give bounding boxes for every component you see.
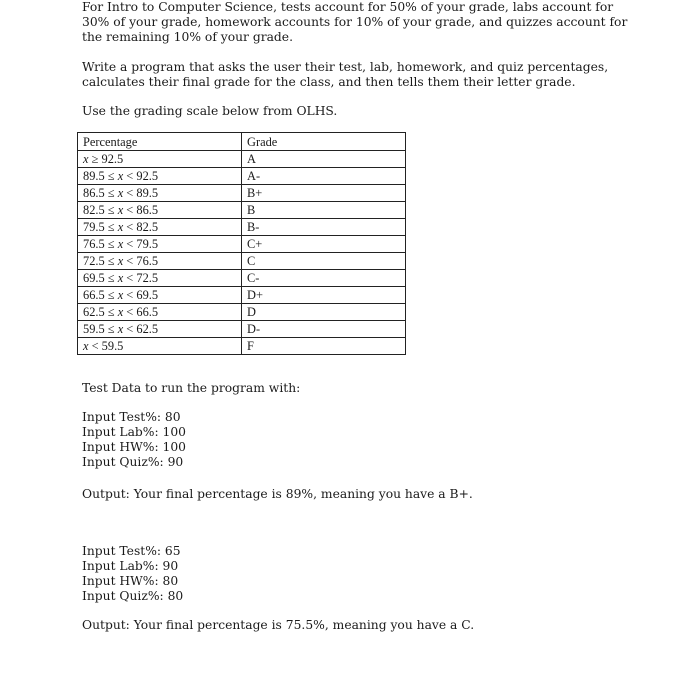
- range-high: < 76.5: [123, 254, 159, 268]
- grade-cell: B-: [242, 219, 406, 236]
- grade-cell: F: [242, 338, 406, 355]
- percentage-cell: [78, 253, 242, 270]
- grade-cell: D-: [242, 321, 406, 338]
- range-high: < 89.5: [123, 186, 159, 200]
- range-low: 79.5 ≤: [83, 220, 118, 234]
- range-high: < 69.5: [123, 288, 159, 302]
- case-2-input-quiz: Input Quiz%: 80: [82, 589, 184, 603]
- grade-cell: C-: [242, 270, 406, 287]
- table-row: [78, 338, 406, 355]
- variable-x: x: [117, 305, 124, 319]
- header-grade: Grade: [242, 133, 406, 151]
- case-2-output: Output: Your final percentage is 75.5%, meaning you have a C.: [82, 618, 475, 632]
- grade-cell: D: [242, 304, 406, 321]
- case-1-input-hw: Input HW%: 100: [82, 440, 186, 454]
- table-row: [78, 253, 406, 270]
- variable-x: x: [83, 152, 89, 166]
- range-high: < 66.5: [123, 305, 159, 319]
- table-row: [78, 287, 406, 304]
- table-row: [78, 202, 406, 219]
- percentage-cell: [78, 151, 242, 168]
- range-low: 82.5 ≤: [83, 203, 118, 217]
- grade-cell: C: [242, 253, 406, 270]
- variable-x: x: [117, 186, 124, 200]
- case-1-input-quiz: Input Quiz%: 90: [82, 455, 184, 469]
- percentage-cell: [78, 168, 242, 185]
- case-1-output: Output: Your final percentage is 89%, meaning you have a B+.: [82, 487, 473, 501]
- case-2-input-hw: Input HW%: 80: [82, 574, 179, 588]
- table-row: [78, 304, 406, 321]
- case-2-inputs: [82, 544, 183, 604]
- grade-cell: B: [242, 202, 406, 219]
- range-bound: ≥ 92.5: [88, 152, 124, 166]
- table-row: [78, 168, 406, 185]
- percentage-cell: [78, 202, 242, 219]
- table-header-row: [78, 133, 406, 151]
- case-2-input-lab: Input Lab%: 90: [82, 559, 179, 573]
- percentage-cell: [78, 338, 242, 355]
- test-data-label: Test Data to run the program with:: [82, 381, 301, 395]
- case-2-input-test: Input Test%: 65: [82, 544, 181, 558]
- case-1-inputs: [82, 410, 186, 470]
- range-low: 76.5 ≤: [83, 237, 118, 251]
- range-bound: < 59.5: [88, 339, 124, 353]
- scale-note: Use the grading scale below from OLHS.: [82, 104, 338, 118]
- variable-x: x: [117, 220, 124, 234]
- variable-x: x: [117, 169, 124, 183]
- task-paragraph: Write a program that asks the user their test, lab, homework, and quiz percentages, calculates their final grade for the class, and then tells them their letter grade.: [82, 60, 609, 89]
- percentage-cell: [78, 185, 242, 202]
- range-low: 72.5 ≤: [83, 254, 118, 268]
- variable-x: x: [117, 254, 124, 268]
- percentage-cell: [78, 304, 242, 321]
- grading-scale-table: [77, 132, 406, 355]
- table-row: [78, 236, 406, 253]
- intro-paragraph: For Intro to Computer Science, tests account for 50% of your grade, labs account for 30% of your grade, homework accounts for 10% of your grade, and quizzes account for the remaining 10% of your grade.: [82, 0, 628, 44]
- percentage-cell: [78, 270, 242, 287]
- table-row: [78, 185, 406, 202]
- range-high: < 86.5: [123, 203, 159, 217]
- grade-cell: C+: [242, 236, 406, 253]
- range-high: < 62.5: [123, 322, 159, 336]
- table-row: [78, 151, 406, 168]
- percentage-cell: [78, 321, 242, 338]
- range-low: 59.5 ≤: [83, 322, 118, 336]
- variable-x: x: [83, 339, 89, 353]
- variable-x: x: [117, 288, 124, 302]
- variable-x: x: [117, 203, 124, 217]
- case-1-input-test: Input Test%: 80: [82, 410, 181, 424]
- table-row: [78, 219, 406, 236]
- variable-x: x: [117, 271, 124, 285]
- range-low: 89.5 ≤: [83, 169, 118, 183]
- grade-cell: A: [242, 151, 406, 168]
- header-percentage: Percentage: [78, 133, 242, 151]
- range-low: 62.5 ≤: [83, 305, 118, 319]
- grade-cell: A-: [242, 168, 406, 185]
- range-high: < 72.5: [123, 271, 159, 285]
- percentage-cell: [78, 236, 242, 253]
- variable-x: x: [117, 322, 124, 336]
- range-high: < 82.5: [123, 220, 159, 234]
- table-row: [78, 321, 406, 338]
- table-row: [78, 270, 406, 287]
- range-low: 66.5 ≤: [83, 288, 118, 302]
- range-low: 69.5 ≤: [83, 271, 118, 285]
- variable-x: x: [117, 237, 124, 251]
- grade-cell: D+: [242, 287, 406, 304]
- range-high: < 92.5: [123, 169, 159, 183]
- grade-cell: B+: [242, 185, 406, 202]
- percentage-cell: [78, 287, 242, 304]
- case-1-input-lab: Input Lab%: 100: [82, 425, 186, 439]
- range-low: 86.5 ≤: [83, 186, 118, 200]
- percentage-cell: [78, 219, 242, 236]
- range-high: < 79.5: [123, 237, 159, 251]
